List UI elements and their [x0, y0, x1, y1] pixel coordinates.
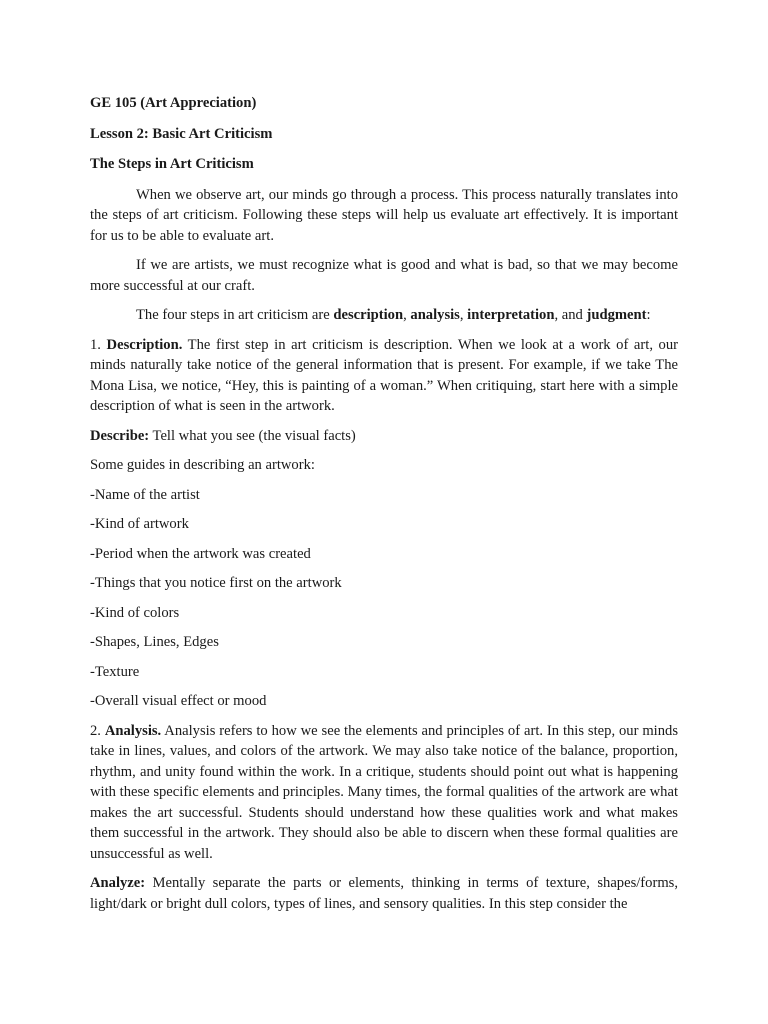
list-item: -Shapes, Lines, Edges — [90, 634, 219, 650]
step-separator: , — [459, 307, 468, 323]
intro-paragraph-1: When we observe art, our minds go through a process. This process naturally translates into the steps of art criticism. Following these steps will help us evaluate art effectively. It is important for us to be able to evaluate art. — [90, 186, 678, 244]
step-separator: , and — [554, 307, 587, 323]
intro-paragraph-3 — [90, 305, 678, 326]
list-item: -Overall visual effect or mood — [90, 693, 267, 709]
intro-paragraph-2: If we are artists, we must recognize what is good and what is bad, so that we may become more successful at our craft. — [90, 257, 678, 294]
step-analysis: analysis — [410, 307, 460, 323]
steps-suffix: : — [646, 307, 651, 323]
list-item: -Name of the artist — [90, 486, 200, 503]
step-judgment: judgment — [586, 307, 647, 323]
list-item: -Period when the artwork was created — [90, 545, 311, 562]
analysis-number: 2. — [90, 722, 105, 739]
list-item: -Kind of colors — [90, 604, 180, 621]
description-number: 1. — [90, 336, 107, 353]
analysis-text: Analysis refers to how we see the elements and principles of art. In this step, our minds take in lines, values, and colors of the artwork. We may also take notice of the balance, proportion, rhythm, and unity found within the work. In a critique, students should point out what is happening with these specific elements and principles. Many times, the formal qualities of the artwork are what makes the art successful. Students should understand how these qualities work and what makes them successful in the artwork. They should also be able to discern when these formal qualities are unsuccessful as well. — [90, 722, 678, 862]
describe-text: Tell what you see (the visual facts) — [149, 427, 356, 444]
course-title: GE 105 (Art Appreciation) — [90, 95, 257, 111]
list-item: -Texture — [90, 663, 140, 680]
guides-intro: Some guides in describing an artwork: — [90, 457, 315, 473]
description-text: The first step in art criticism is description. When we look at a work of art, our minds naturally take notice of the general information that is present. For example, if we take The Mona Lisa, we notice, “Hey, this is painting of a woman.” When critiquing, start here with a simple description of what is seen in the artwork. — [90, 336, 679, 414]
lesson-title: Lesson 2: Basic Art Criticism — [90, 125, 273, 142]
list-item: -Kind of artwork — [90, 516, 189, 532]
steps-prefix: The four steps in art criticism are — [136, 307, 334, 323]
analysis-paragraph — [90, 721, 678, 865]
step-separator: , — [403, 307, 411, 323]
description-title: Description. — [106, 336, 183, 353]
describe-label: Describe: — [90, 427, 150, 444]
analyze-paragraph — [90, 873, 678, 914]
section-title: The Steps in Art Criticism — [90, 156, 254, 172]
description-paragraph — [90, 335, 678, 417]
step-interpretation: interpretation — [467, 307, 555, 323]
list-item: -Things that you notice first on the artwork — [90, 575, 342, 591]
analyze-text: Mentally separate the parts or elements, thinking in terms of texture, shapes/forms, light/dark or bright dull colors, types of lines, and sensory qualities. In this step consider the — [90, 875, 678, 912]
analysis-title: Analysis. — [104, 722, 162, 739]
describe-line — [90, 426, 678, 447]
analyze-label: Analyze: — [90, 875, 146, 891]
step-description: description — [333, 307, 404, 323]
